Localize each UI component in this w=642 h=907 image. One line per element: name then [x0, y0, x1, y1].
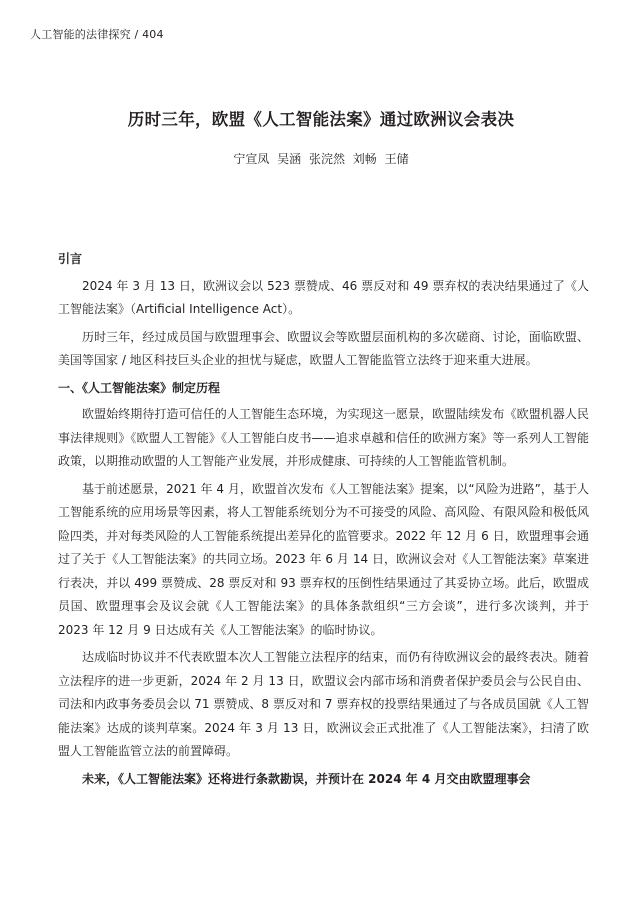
author-list: 宁宣凤 吴涵 张浣然 刘畅 王储	[233, 152, 409, 166]
section-1-paragraph-3: 达成临时协议并不代表欧盟本次人工智能立法程序的结束，而仍有待欧洲议会的最终表决。随着立法程序的进一步更新，2024 年 2 月 13 日，欧盟议会内部市场和消费者保护委员会与公民自由、司法和内政事务委员会以 71 票赞成、8 票反对和 7 票弃权的投票结果通过了与各成员国就《人工智能法案》达成的谈判草案。2024 年 3 月 13 日，欧洲议会正式批准了《人工智能法案》，扫清了欧盟人工智能监管立法的前置障碍。	[58, 650, 589, 758]
intro-paragraph-2: 历时三年，经过成员国与欧盟理事会、欧盟议会等欧盟层面机构的多次磋商、讨论，面临欧盟、美国等国家 / 地区科技巨头企业的担忧与疑虑，欧盟人工智能监管立法终于迎来重大进展。	[58, 329, 589, 367]
section-1-paragraph-2: 基于前述愿景，2021 年 4 月，欧盟首次发布《人工智能法案》提案，以“风险为进路”，基于人工智能系统的应用场景等因素，将人工智能系统划分为不可接受的风险、高风险、有限风险和极低风险四类，并对每类风险的人工智能系统提出差异化的监管要求。2022 年 12 月 6 日，欧盟理事会通过了关于《人工智能法案》的共同立场。2023 年 6 月 14 日，欧洲议会对《人工智能法案》草案进行表决，并以 499 票赞成、28 票反对和 93 票弃权的压倒性结果通过了其妥协立场。此后，欧盟成员国、欧盟理事会及议会就《人工智能法案》的具体条款组织“三方会谈”，进行多次谈判，并于 2023 年 12 月 9 日达成有关《人工智能法案》的临时协议。	[58, 481, 589, 637]
intro-paragraph-1: 2024 年 3 月 13 日，欧洲议会以 523 票赞成、46 票反对和 49 票弃权的表决结果通过了《人工智能法案》（Artificial Intelligence Act）。	[58, 278, 589, 316]
article-body	[58, 248, 589, 795]
section-1-paragraph-1: 欧盟始终期待打造可信任的人工智能生态环境，为实现这一愿景，欧盟陆续发布《欧盟机器人民事法律规则》《欧盟人工智能》《人工智能白皮书——追求卓越和信任的欧洲方案》等一系列人工智能政策，以期推动欧盟的人工智能产业发展，并形成健康、可持续的人工智能监管机制。	[58, 407, 589, 468]
article-title: 历时三年，欧盟《人工智能法案》通过欧洲议会表决	[127, 110, 515, 129]
section-1-paragraph-4: 未来，《人工智能法案》还将进行条款勘误，并预计在 2024 年 4 月交由欧盟理事会	[82, 771, 531, 786]
intro-heading: 引言	[58, 252, 83, 266]
section-1-heading: 一、《人工智能法案》制定历程	[58, 380, 221, 395]
running-head: 人工智能的法律探究 / 404	[30, 28, 164, 41]
